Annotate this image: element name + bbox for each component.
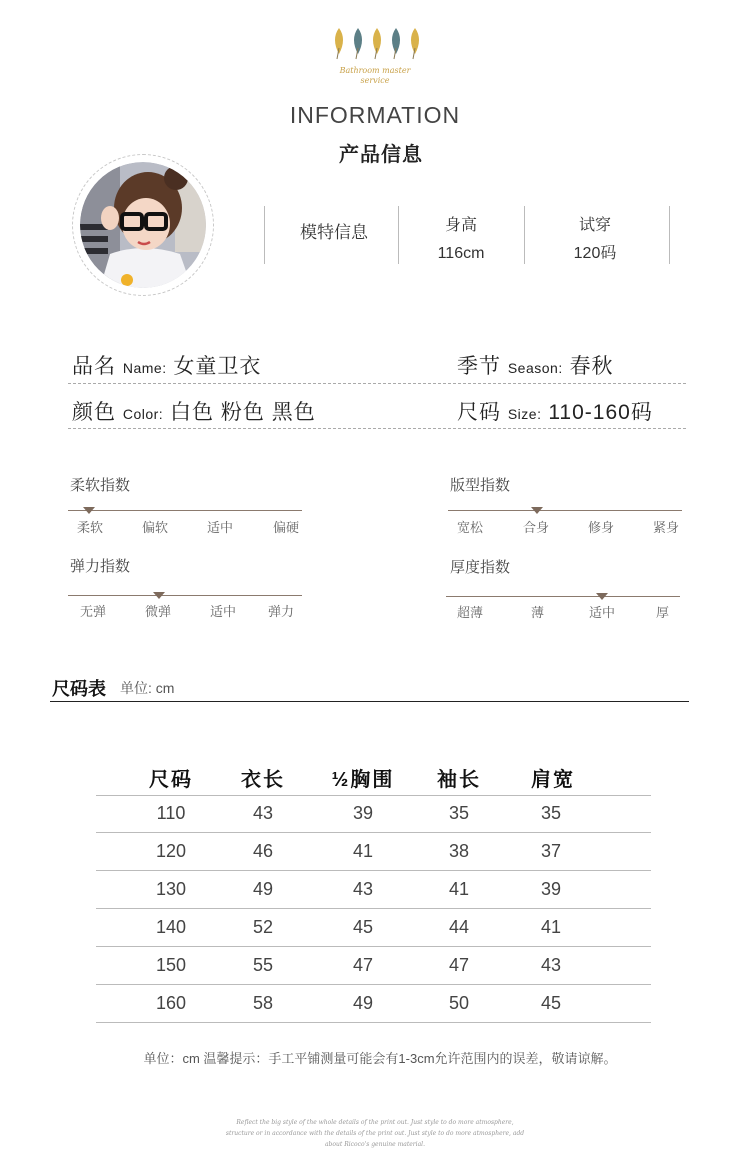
thickness-option: 超薄 <box>457 605 484 620</box>
thickness-marker-icon <box>596 593 608 600</box>
footer-script-text: Reflect the big style of the whole details of the print out. Just style to do more atmosphere, structure or in accordance with the details of the print out. Just style to do more atmosphere, add about Ricoco's genuine material. <box>225 1119 525 1148</box>
softness-option: 适中 <box>207 520 234 535</box>
thickness-option: 厚 <box>656 605 670 620</box>
table-cell: 41 <box>352 841 374 861</box>
product-season-row: 季节 Season: 春秋 <box>457 355 614 378</box>
softness-scale <box>68 510 302 511</box>
height-label: 身高 <box>444 217 477 234</box>
table-cell: 38 <box>448 841 470 861</box>
fit-index-title: 版型指数 <box>450 477 511 494</box>
table-cell: 47 <box>352 955 374 975</box>
elasticity-marker-icon <box>153 592 165 599</box>
table-cell: 49 <box>252 879 274 899</box>
table-cell: 120 <box>155 841 187 861</box>
elasticity-option: 弹力 <box>268 604 295 619</box>
fit-marker-icon <box>531 507 543 514</box>
product-info-title: 产品信息 <box>339 144 423 166</box>
table-cell: 44 <box>448 917 470 937</box>
table-cell: 41 <box>540 917 562 937</box>
information-title: INFORMATION <box>289 102 461 128</box>
elasticity-option: 微弹 <box>145 604 172 619</box>
fit-option: 宽松 <box>457 520 484 535</box>
model-tryon <box>532 212 658 268</box>
table-cell: 55 <box>252 955 274 975</box>
softness-marker-icon <box>83 507 95 514</box>
table-header: 衣长 <box>241 769 285 791</box>
thickness-index-title: 厚度指数 <box>450 559 511 576</box>
table-cell: 37 <box>540 841 562 861</box>
table-cell: 50 <box>448 993 470 1013</box>
size-table-title: 尺码表 <box>52 679 106 699</box>
table-cell: 43 <box>540 955 562 975</box>
fit-scale <box>448 510 682 511</box>
table-header: 尺码 <box>149 769 193 791</box>
thickness-scale <box>446 596 680 597</box>
table-cell: 130 <box>155 879 187 899</box>
product-name-row: 品名 Name: 女童卫衣 <box>72 355 262 378</box>
section-rule <box>50 701 689 702</box>
model-info-label: 模特信息 <box>300 223 368 242</box>
table-row-divider <box>96 870 651 871</box>
divider <box>669 206 670 264</box>
table-row-divider <box>96 946 651 947</box>
table-cell: 45 <box>352 917 374 937</box>
divider <box>524 206 525 264</box>
table-cell: 35 <box>540 803 562 823</box>
model-avatar <box>80 162 206 288</box>
elasticity-index-title: 弹力指数 <box>70 558 131 575</box>
table-cell: 140 <box>155 917 187 937</box>
table-cell: 43 <box>252 803 274 823</box>
table-header: 袖长 <box>437 769 481 791</box>
table-cell: 52 <box>252 917 274 937</box>
brand-script-text: Bathroom master service <box>339 66 411 85</box>
softness-option: 偏软 <box>142 520 169 535</box>
divider <box>264 206 265 264</box>
softness-index-title: 柔软指数 <box>70 477 131 494</box>
table-cell: 43 <box>352 879 374 899</box>
table-cell: 39 <box>352 803 374 823</box>
table-header: 肩宽 <box>531 769 575 791</box>
product-color-row: 颜色 Color: 白色 粉色 黑色 <box>72 401 316 424</box>
thickness-option: 适中 <box>589 605 616 620</box>
fit-option: 合身 <box>523 520 550 535</box>
elasticity-scale <box>68 595 302 596</box>
model-height <box>398 212 524 268</box>
table-cell: 46 <box>252 841 274 861</box>
fit-option: 修身 <box>588 520 615 535</box>
table-cell: 160 <box>155 993 187 1013</box>
table-row-divider <box>96 795 651 796</box>
table-cell: 45 <box>540 993 562 1013</box>
table-cell: 39 <box>540 879 562 899</box>
thickness-option: 薄 <box>531 605 545 620</box>
table-cell: 41 <box>448 879 470 899</box>
measurement-note: 单位：cm 温馨提示：手工平铺测量可能会有1-3cm允许范围内的误差，敬请谅解。 <box>143 1051 617 1066</box>
tryon-label: 试穿 <box>578 217 611 234</box>
size-table-unit: 单位: cm <box>120 680 175 696</box>
table-cell: 35 <box>448 803 470 823</box>
table-row-divider <box>96 984 651 985</box>
table-row-divider <box>96 1022 651 1023</box>
dashed-divider <box>68 383 686 384</box>
table-cell: 58 <box>252 993 274 1013</box>
product-size-row: 尺码 Size: 110-160码 <box>457 401 653 424</box>
fit-option: 紧身 <box>653 520 680 535</box>
softness-option: 柔软 <box>77 520 104 535</box>
table-row-divider <box>96 832 651 833</box>
table-cell: 47 <box>448 955 470 975</box>
table-header: ½胸围 <box>331 769 395 791</box>
table-cell: 150 <box>155 955 187 975</box>
height-value: 116cm <box>437 245 485 262</box>
tryon-value: 120码 <box>573 245 617 262</box>
table-cell: 110 <box>156 803 186 823</box>
softness-option: 偏硬 <box>273 520 300 535</box>
dashed-divider <box>68 428 686 429</box>
elasticity-option: 适中 <box>210 604 237 619</box>
table-row-divider <box>96 908 651 909</box>
elasticity-option: 无弹 <box>80 604 107 619</box>
leaf-decoration-icon <box>330 26 425 60</box>
table-cell: 49 <box>352 993 374 1013</box>
